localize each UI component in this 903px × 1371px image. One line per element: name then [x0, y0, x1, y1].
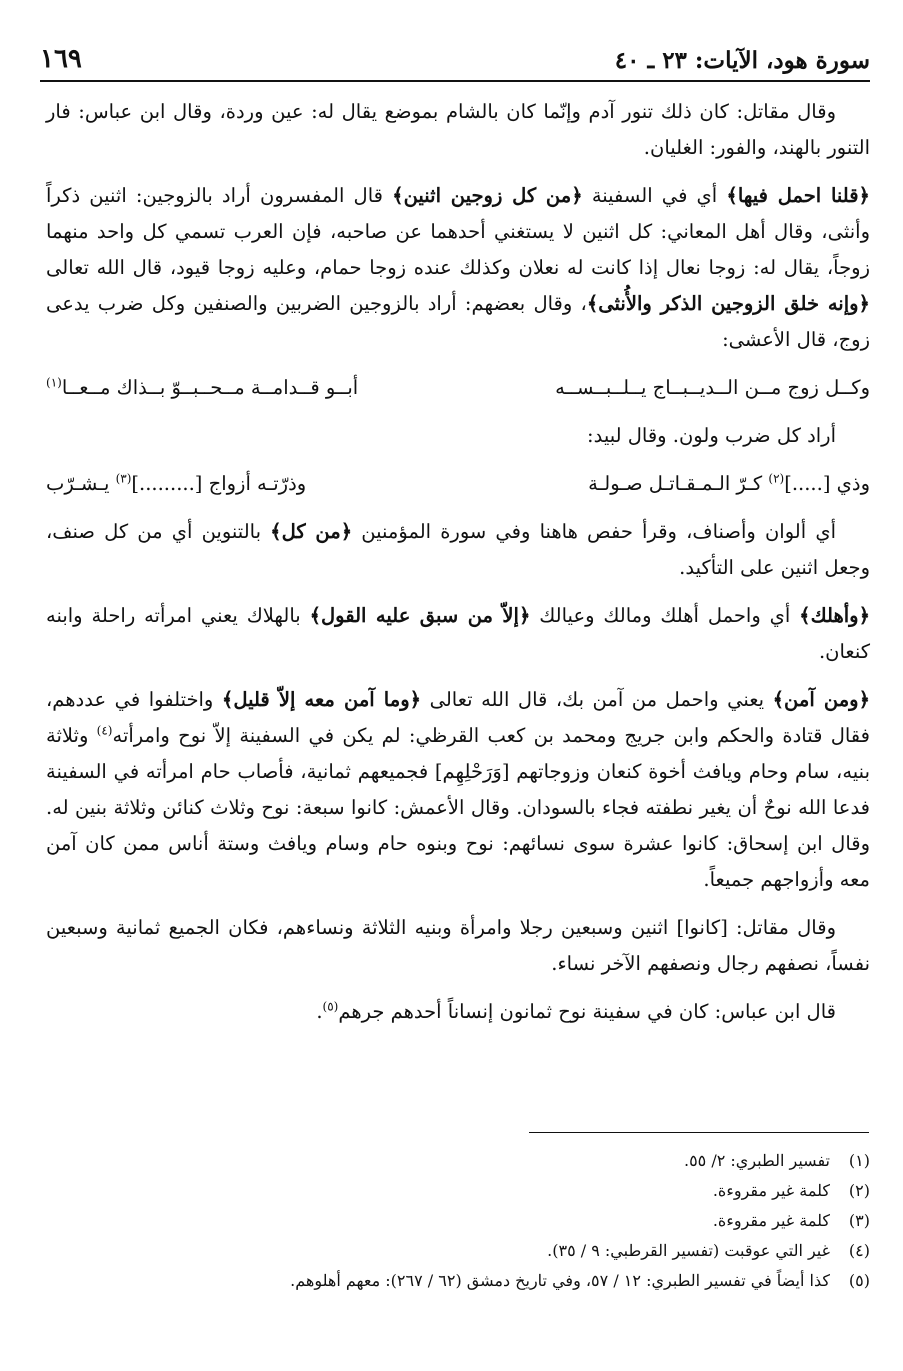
- verse-text: يـشـرّب: [46, 472, 116, 495]
- paragraph-text: أي ألوان وأصناف، وقرأ حفص هاهنا وفي سورة المؤمنين: [352, 520, 836, 543]
- verse-line-1: [46, 370, 870, 406]
- paragraph-3: أراد كل ضرب ولون. وقال لبيد:: [587, 424, 836, 447]
- quran-quote: ﴿قلنا احمل فيها﴾: [726, 184, 870, 207]
- body-text: [46, 94, 870, 1042]
- paragraph-text: وثلاثة بنيه، سام وحام ويافث أخوة كنعان وزوجاتهم [وَرَحْلِهِم] فجميعهم ثمانية، فأصاب حام امرأته في السفينة فدعا الله نوحٌ أن يغير نطفته فجاء بالسودان. وقال الأعمش: كانوا سبعة: نوح وثلاث كنائن وثلاثة بنين له. وقال ابن إسحاق: كانوا عشرة سوى نسائهم: نوح وبنوه حام وسام ويافث وستة أناس ممن كان آمن معه وأزواجهم جميعاً.: [46, 724, 870, 891]
- footnote-rule: [529, 1132, 869, 1133]
- verse-text: أبــو قــدامــة مــحــبــوّ بــذاك مــعــا: [61, 376, 359, 399]
- paragraph-text: ، وقال بعضهم: أراد بالزوجين الضربين والصنفين وكل ضرب يدعى زوج، قال الأعشى:: [46, 292, 870, 351]
- footnote-number: (١): [848, 1151, 870, 1170]
- footnote: [60, 1146, 870, 1176]
- quran-quote: ﴿وأهلك﴾: [799, 604, 870, 627]
- paragraph-text: .: [316, 1000, 323, 1023]
- footnote-text: تفسير الطبري: ٢/ ٥٥.: [683, 1151, 830, 1170]
- footnote-ref[interactable]: (٥): [322, 999, 339, 1014]
- verse-text: وذرّتـه أزواج [.........]: [131, 472, 307, 495]
- footnote-text: كلمة غير مقروءة.: [712, 1211, 830, 1230]
- footnote-ref[interactable]: (١): [46, 375, 62, 390]
- paragraph-1: وقال مقاتل: كان ذلك تنور آدم وإنّما كان بالشام بموضع يقال له: عين وردة، وقال ابن عباس: فار التنور بالهند، والفور: الغليان.: [46, 100, 870, 159]
- footnote-ref[interactable]: (٢): [768, 471, 785, 486]
- paragraph-4: [46, 514, 870, 586]
- verse-text: كـرّ الـمـقـاتـل صـولـة: [588, 472, 769, 495]
- paragraph-text: واختلفوا في عددهم، فقال قتادة والحكم وابن جريج ومحمد بن كعب القرظي: لم يكن في السفينة إلاّ نوح وامرأته: [46, 688, 870, 747]
- paragraph-7: وقال مقاتل: [كانوا] اثنين وسبعين رجلا وامرأة وبنيه الثلاثة ونساءهم، فكان الجميع ثمانية وسبعين نفساً، نصفهم رجال ونصفهم الآخر نساء.: [46, 916, 870, 975]
- verse-hemistich-right: وكــل زوج مــن الــديــبــاج يــلــبــســه: [555, 376, 870, 399]
- footnote: [60, 1266, 870, 1296]
- quran-quote: ﴿من كل﴾: [270, 520, 353, 543]
- paragraph-text: بالهلاك يعني امرأته راحلة وابنه كنعان.: [46, 604, 870, 663]
- footnote-text: كذا أيضاً في تفسير الطبري: ١٢ / ٥٧، وفي تاريخ دمشق (٦٢ / ٢٦٧): معهم أهلوهم.: [290, 1271, 830, 1290]
- verse-hemistich-left: [46, 370, 358, 406]
- footnote-number: (٣): [848, 1211, 870, 1230]
- quran-quote: ﴿إلاّ من سبق عليه القول﴾: [309, 604, 531, 627]
- footnote-ref[interactable]: (٣): [115, 471, 132, 486]
- paragraph-text: أي واحمل أهلك ومالك وعيالك: [530, 604, 800, 627]
- quran-quote: ﴿وما آمن معه إلاّ قليل﴾: [221, 688, 422, 711]
- verse-hemistich-right: [588, 466, 870, 502]
- footnote-number: (٥): [848, 1271, 870, 1290]
- paragraph-text: بالتنوين أي من كل صنف، وجعل اثنين على التأكيد.: [46, 520, 870, 579]
- verse-line-2: [46, 466, 870, 502]
- quran-quote: ﴿وإنه خلق الزوجين الذكر والأُنثى﴾: [586, 292, 870, 315]
- page-header: [40, 34, 870, 74]
- paragraph-8: [46, 994, 870, 1030]
- paragraph-5: [46, 598, 870, 670]
- running-title: سورة هود، الآيات: ٢٣ ـ ٤٠: [614, 47, 870, 74]
- footnote: [60, 1236, 870, 1266]
- paragraph-text: يعني واحمل من آمن بك، قال الله تعالى: [421, 688, 773, 711]
- header-rule: [40, 80, 870, 82]
- page-number: ١٦٩: [40, 44, 82, 74]
- paragraph-text: قال المفسرون أراد بالزوجين: اثنين ذكراً وأنثى، وقال أهل المعاني: كل اثنين لا يستغني أحدهما عن صاحبه، فإن العرب تسمي كل واحد منهما زوجاً، يقال له: زوجا نعال إذا كانت له نعلان وكذلك عنده زوجا حمام، وعليه زوجا قيود، قال الله تعالى: [46, 184, 870, 279]
- paragraph-6: [46, 682, 870, 898]
- paragraph-2: [46, 178, 870, 358]
- paragraph-text: أي في السفينة: [582, 184, 727, 207]
- verse-hemistich-left: [46, 466, 306, 502]
- footnote-number: (٢): [848, 1181, 870, 1200]
- footnote-text: كلمة غير مقروءة.: [712, 1181, 830, 1200]
- footnote: [60, 1176, 870, 1206]
- paragraph-text: قال ابن عباس: كان في سفينة نوح ثمانون إنساناً أحدهم جرهم: [338, 1000, 836, 1023]
- quran-quote: ﴿من كل زوجين اثنين﴾: [392, 184, 583, 207]
- footnotes: [60, 1146, 870, 1296]
- footnote-number: (٤): [848, 1241, 870, 1260]
- quran-quote: ﴿ومن آمن﴾: [772, 688, 871, 711]
- footnote-ref[interactable]: (٤): [96, 723, 113, 738]
- footnote-text: غير التي عوقبت (تفسير القرطبي: ٩ / ٣٥).: [547, 1241, 830, 1260]
- footnote: [60, 1206, 870, 1236]
- verse-text: وذي [.....]: [784, 472, 870, 495]
